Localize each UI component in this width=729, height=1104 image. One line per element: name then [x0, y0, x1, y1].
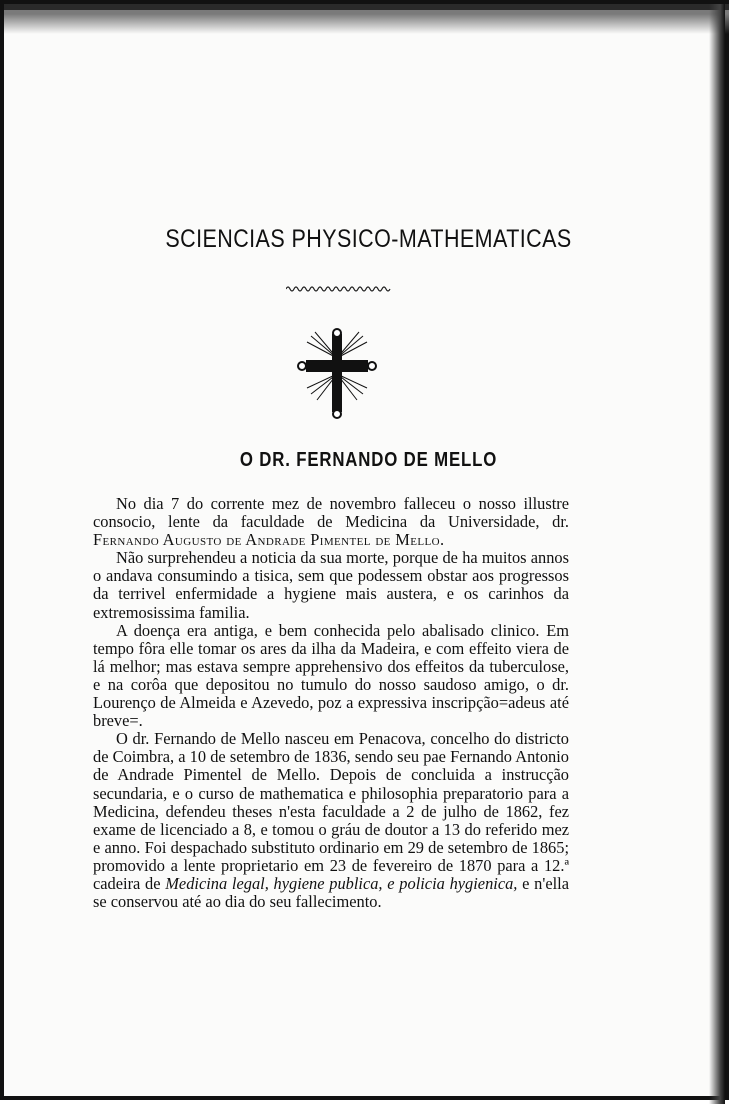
- article-body: [93, 495, 569, 911]
- paragraph-text: .: [439, 530, 445, 550]
- paragraph-text: O dr. Fernando de Mello nasceu em Penacova, concelho do districto de Coimbra, a 10 de setembro de 1836, sendo seu pae Fernando Antonio de Andrade Pimentel de Mello. Depois de concluida a instrucção secundaria, e o curso de mathematica e philosophia preparatorio para a Medicina, defendeu theses n'esta faculdade a 2 de julho de 1862, fez exame de licenciado a 8, e tomou o gráu de doutor a 13 do referido mez e anno. Foi despachado substituto ordinario em 29 de setembro de 1865; promovido a lente proprietario em 23 de fevereiro de 1870 para a 12.ª cadeira de: [93, 729, 569, 893]
- paragraph: A doença era antiga, e bem conhecida pelo abalisado clinico. Em tempo fôra elle tomar os ares da ilha da Madeira, e com effeito viera de lá melhor; mas estava sempre apprehensivo dos effeitos da tuberculose, e na corôa que depositou no tumulo do nosso saudoso amigo, o dr. Lourenço de Almeida e Azevedo, poz a expressiva inscripção=adeus até breve=.: [93, 620, 569, 731]
- chair-title: Medicina legal, hygiene publica, e policia hygienica,: [165, 873, 518, 893]
- paragraph: [93, 495, 569, 549]
- cross-ornament-icon: [297, 328, 377, 420]
- paragraph-text: e n'ella se conservou até ao dia do seu fallecimento.: [93, 873, 569, 912]
- paragraph: [93, 730, 569, 911]
- section-title: SCIENCIAS PHYSICO-MATHEMATICAS: [165, 225, 572, 253]
- scan-right-edge: [709, 4, 725, 1104]
- deceased-name: Fernando Augusto de Andrade Pimentel de Mello: [93, 530, 440, 550]
- article-title: O DR. FERNANDO DE MELLO: [239, 449, 498, 471]
- paragraph: Não surprehendeu a noticia da sua morte, porque de ha muitos annos o andava consumindo a tisica, sem que podessem obstar aos progressos da terrivel enfermidade a hygiene mais austera, e os carinhos da extremosissima familia.: [93, 548, 569, 622]
- paragraph-text: No dia 7 do corrente mez de novembro falleceu o nosso illustre consocio, lente da faculdade de Medicina da Universidade, dr.: [93, 494, 569, 532]
- scan-top-edge: [4, 4, 729, 34]
- wavy-rule-ornament: [286, 284, 392, 294]
